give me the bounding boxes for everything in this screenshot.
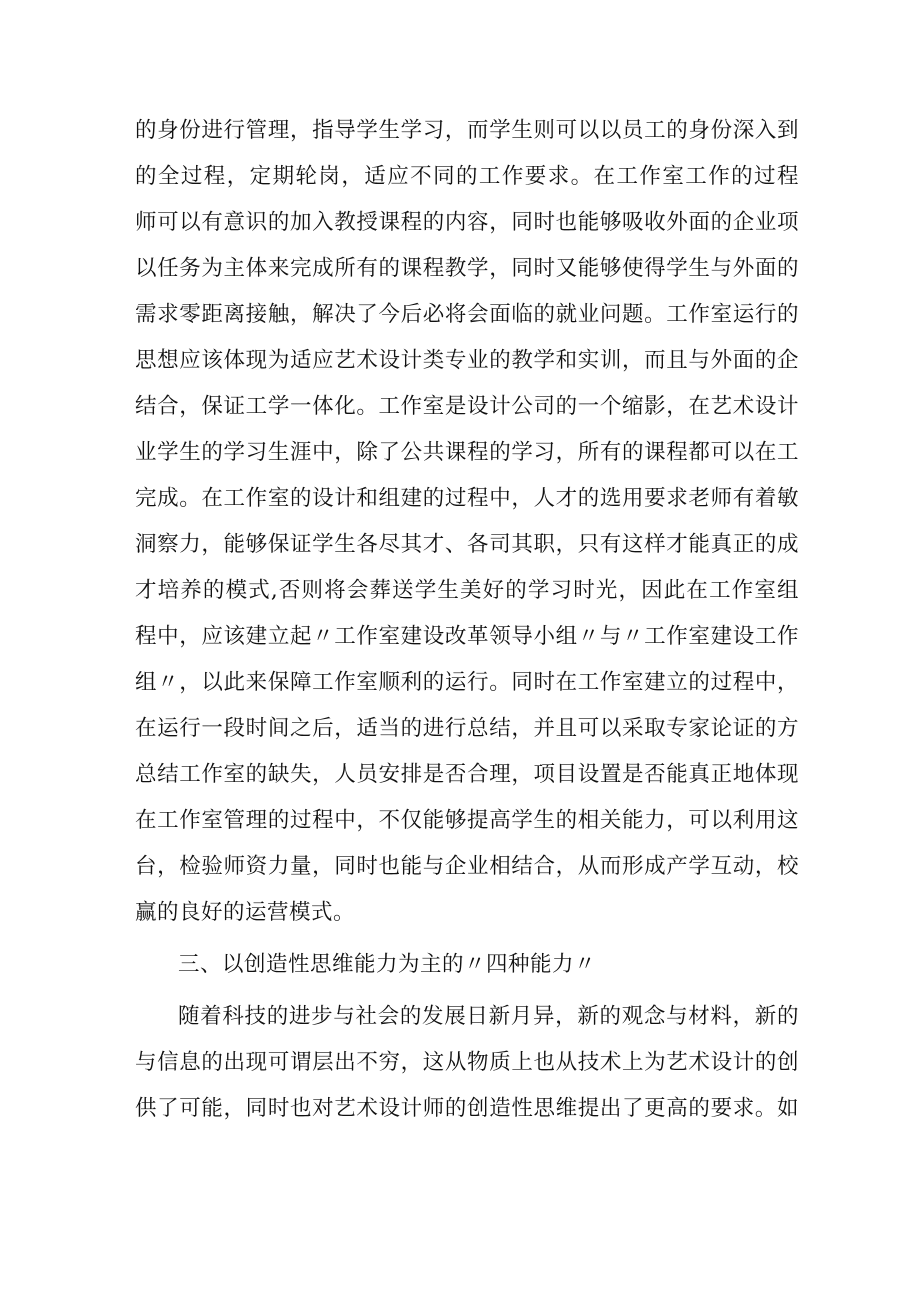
paragraph-studio-management: [135, 108, 799, 936]
text-line: 程中，应该建立起〃工作室建设改革领导小组〃与〃工作室建设工作: [135, 624, 799, 649]
text-line: 才培养的模式,否则将会葬送学生美好的学习时光，因此在工作室组: [135, 578, 799, 603]
text-line: 在工作室管理的过程中，不仅能够提高学生的相关能力，可以利用这: [135, 808, 799, 833]
text-line: 的全过程，定期轮岗，适应不同的工作要求。在工作室工作的过程: [135, 164, 799, 189]
document-body: [135, 108, 799, 1132]
text-line: 结合，保证工学一体化。工作室是设计公司的一个缩影，在艺术设计: [135, 394, 799, 419]
text-line: 的身份进行管理，指导学生学习，而学生则可以以员工的身份深入到: [135, 118, 799, 143]
text-line: 思想应该体现为适应艺术设计类专业的教学和实训，而且与外面的企: [135, 348, 799, 373]
text-line: 与信息的出现可谓层出不穷，这从物质上也从技术上为艺术设计的创: [135, 1050, 799, 1075]
text-line: 洞察力，能够保证学生各尽其才、各司其职，只有这样才能真正的成: [135, 532, 799, 557]
text-line: 师可以有意识的加入教授课程的内容，同时也能够吸收外面的企业项: [135, 210, 799, 235]
text-line: 供了可能，同时也对艺术设计师的创造性思维提出了更高的要求。如: [135, 1096, 799, 1121]
text-line-last: 赢的良好的运营模式。: [135, 900, 356, 925]
text-line: 组〃，以此来保障工作室顺利的运行。同时在工作室建立的过程中，: [135, 670, 799, 695]
text-line: 在运行一段时间之后，适当的进行总结，并且可以采取专家论证的方: [135, 716, 799, 741]
text-line: 完成。在工作室的设计和组建的过程中，人才的选用要求老师有着敏: [135, 486, 799, 511]
text-line: 业学生的学习生涯中，除了公共课程的学习，所有的课程都可以在工: [135, 440, 799, 465]
text-line: 以任务为主体来完成所有的课程教学，同时又能够使得学生与外面的: [135, 256, 799, 281]
text-line: 需求零距离接触，解决了今后必将会面临的就业问题。工作室运行的: [135, 302, 799, 327]
text-line: 总结工作室的缺失，人员安排是否合理，项目设置是否能真正地体现: [135, 762, 799, 787]
section-heading: 三、以创造性思维能力为主的〃四种能力〃: [178, 952, 597, 977]
paragraph-four-abilities: [135, 994, 799, 1132]
text-line-first: 随着科技的进步与社会的发展日新月异，新的观念与材料，新的: [178, 1004, 799, 1029]
text-line: 台，检验师资力量，同时也能与企业相结合，从而形成产学互动，校: [135, 854, 799, 879]
